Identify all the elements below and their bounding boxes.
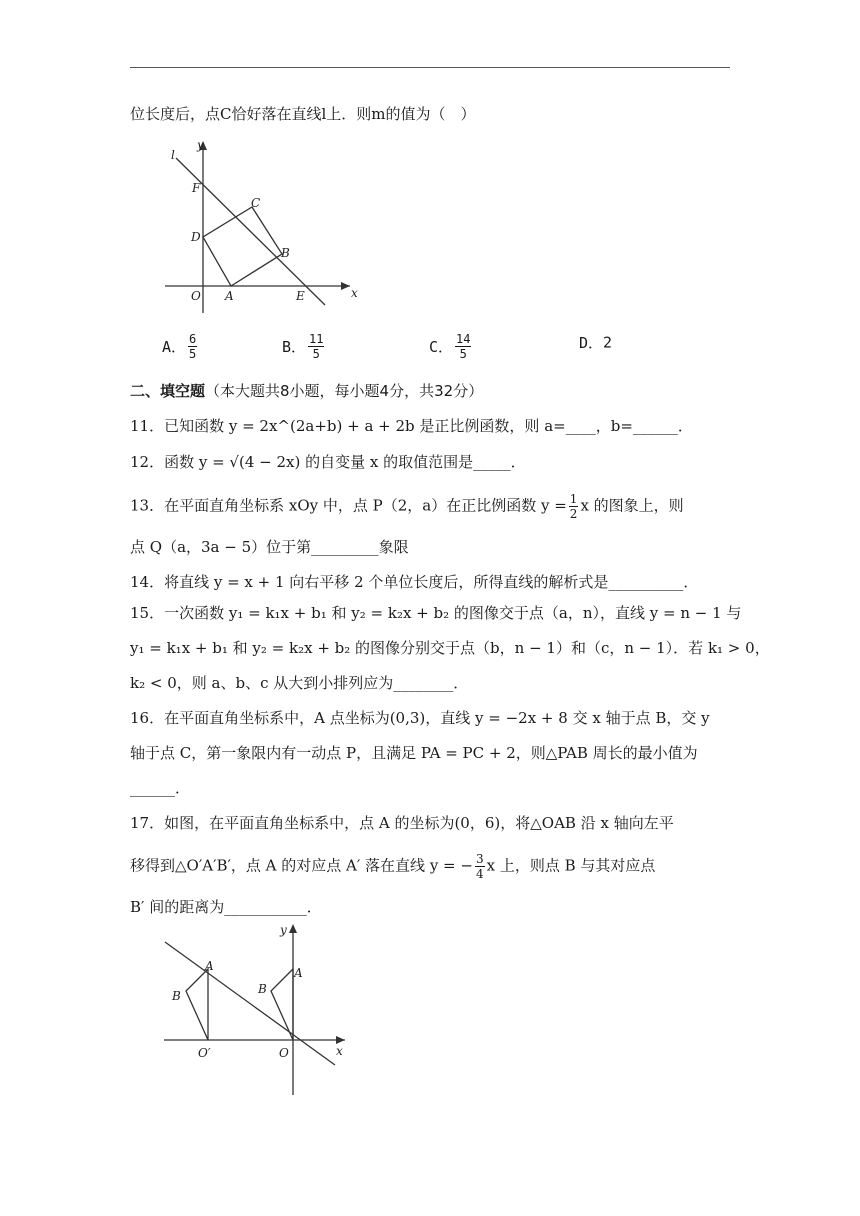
x-arrow-icon [341,282,350,290]
label-C: C [251,196,261,210]
question-16-line-1: 16．在平面直角坐标系中，A 点坐标为(0,3)，直线 y = −2x + 8 交 x 轴于点 B，交 y [130,709,710,727]
question-12: 12．函数 y = √(4 − 2x) 的自变量 x 的取值范围是_____． [130,453,526,471]
question-16-line-3: ______． [130,779,191,797]
section-2-title: 二、填空题（本大题共8小题，每小题4分，共32分） [130,382,484,400]
q10-tail: 位长度后，点C恰好落在直线l上．则m的值为（ ） [130,105,476,123]
question-13-line-2: 点 Q（a，3a − 5）位于第_________象限 [130,538,409,556]
label-b-prime: B [172,989,181,1003]
question-14: 14．将直线 y = x + 1 向右平移 2 个单位长度后，所得直线的解析式是__________． [130,573,699,591]
option-b[interactable]: B． $\frac{11}{5}$ [282,332,324,361]
label-x: x [351,286,358,300]
label-y: y [197,138,204,152]
option-a[interactable]: A． $\frac{6}{5}$ [162,332,197,361]
line-y-neg3-4x [165,942,335,1065]
figure-triangle-translation [160,920,360,1100]
question-17-line-3: B′ 间的距离为___________． [130,898,322,916]
question-16-line-2: 轴于点 C，第一象限内有一动点 P，且满足 PA = PC + 2，则△PAB 周长的最小值为 [130,744,698,762]
question-15-line-3: k₂ < 0，则 a、b、c 从大到小排列应为________． [130,674,469,692]
triangle-oab [271,969,293,1040]
option-d[interactable]: D．2 [579,333,613,352]
question-11: 11．已知函数 y = 2x^(2a+b) + a + 2b 是正比例函数，则 a=____，b=______． [130,417,693,435]
label-o-prime: O′ [198,1046,211,1060]
label-B: B [281,246,290,260]
label-D: D [191,230,201,244]
question-13-line-1: 13．在平面直角坐标系 xOy 中，点 P（2，a）在正比例函数 y = $\frac{1}{2}$ x 的图象上，则 [130,492,684,521]
label-x: x [336,1044,343,1058]
label-F: F [192,181,201,195]
figure-square-on-axes [155,135,370,320]
label-y: y [280,923,287,937]
square-abcd [203,207,282,286]
header-rule [130,67,730,68]
label-E: E [296,289,305,303]
y-arrow-icon [289,924,297,933]
question-17-line-2: 移得到△O′A′B′，点 A 的对应点 A′ 落在直线 y = − $\frac{3}{4}$ x 上，则点 B 与其对应点 [130,852,656,881]
question-15-line-1: 15．一次函数 y₁ = k₁x + b₁ 和 y₂ = k₂x + b₂ 的图像交于点（a，n），直线 y = n − 1 与 [130,604,742,622]
x-arrow-icon [336,1036,345,1044]
triangle-o-prime-a-prime-b-prime [186,969,208,1040]
label-a-prime: A [205,959,214,973]
label-b: B [258,982,267,996]
label-a: A [294,966,303,980]
question-17-line-1: 17．如图，在平面直角坐标系中，点 A 的坐标为(0，6)，将△OAB 沿 x 轴向左平 [130,814,674,832]
label-l: l [171,148,175,162]
question-15-line-2: y₁ = k₁x + b₁ 和 y₂ = k₂x + b₂ 的图像分别交于点（b，n − 1）和（c，n − 1）．若 k₁ > 0， [130,639,770,657]
label-o: O [279,1046,289,1060]
option-c[interactable]: C． $\frac{14}{5}$ [429,332,471,361]
label-A: A [225,289,234,303]
label-O: O [191,289,201,303]
